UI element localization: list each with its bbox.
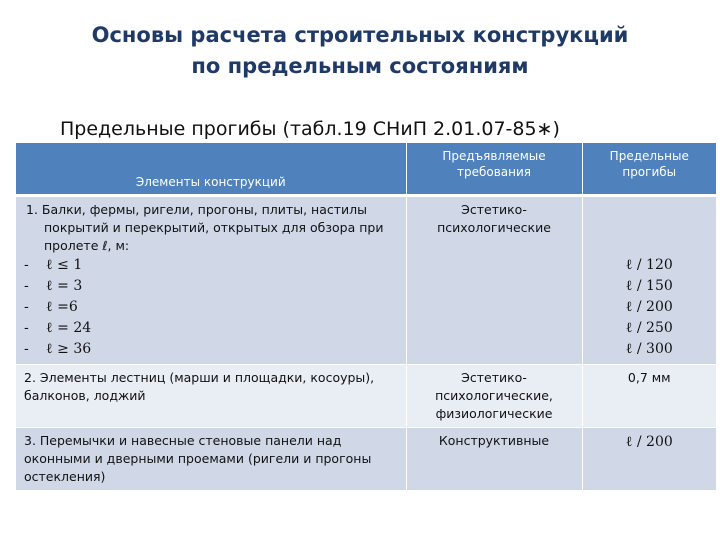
row3-limit: ℓ / 200 <box>582 428 716 491</box>
row1-element-title: 1. Балки, фермы, ригели, прогоны, плиты, настилы покрытий и перекрытий, открытых для обзора при пролете ℓ, м: <box>26 202 384 253</box>
limit-value: ℓ / 250 <box>625 320 673 336</box>
row2-element: 2. Элементы лестниц (марши и площадки, косоуры), балконов, лоджий <box>16 365 406 428</box>
span-item: - ℓ = 3 <box>24 278 83 294</box>
span-item: - ℓ ≥ 36 <box>24 341 92 357</box>
header-row <box>16 143 716 196</box>
span-item: - ℓ ≤ 1 <box>24 257 83 273</box>
limit-value: ℓ / 120 <box>625 257 673 273</box>
row2-limit: 0,7 мм <box>582 365 716 428</box>
row3-element: 3. Перемычки и навесные стеновые панели над оконными и дверными проемами (ригели и прогоны остекления) <box>16 428 406 491</box>
row1-limits-cell <box>582 196 716 365</box>
row2-requirement: Эстетико-психологические, физиологические <box>406 365 582 428</box>
row1-element-cell <box>16 196 406 365</box>
table-caption: Предельные прогибы (табл.19 СНиП 2.01.07-85∗) <box>60 118 560 140</box>
limit-value: ℓ / 200 <box>625 299 673 315</box>
table-row <box>16 365 716 428</box>
slide-title <box>0 20 720 82</box>
row1-requirement: Эстетико-психологические <box>406 196 582 365</box>
span-item: - ℓ =6 <box>24 299 78 315</box>
limit-value: ℓ / 300 <box>625 341 673 357</box>
header-requirements: Предъявляемые требования <box>406 143 582 196</box>
table-row <box>16 196 716 365</box>
header-limits: Предельные прогибы <box>582 143 716 196</box>
table-row <box>16 428 716 491</box>
deflection-limits-table <box>16 143 716 491</box>
row3-requirement: Конструктивные <box>406 428 582 491</box>
title-line-2: по предельным состояниям <box>191 54 529 78</box>
limit-value: ℓ / 150 <box>625 278 673 294</box>
title-line-1: Основы расчета строительных конструкций <box>91 23 629 47</box>
header-elements: Элементы конструкций <box>16 143 406 196</box>
span-item: - ℓ = 24 <box>24 320 92 336</box>
